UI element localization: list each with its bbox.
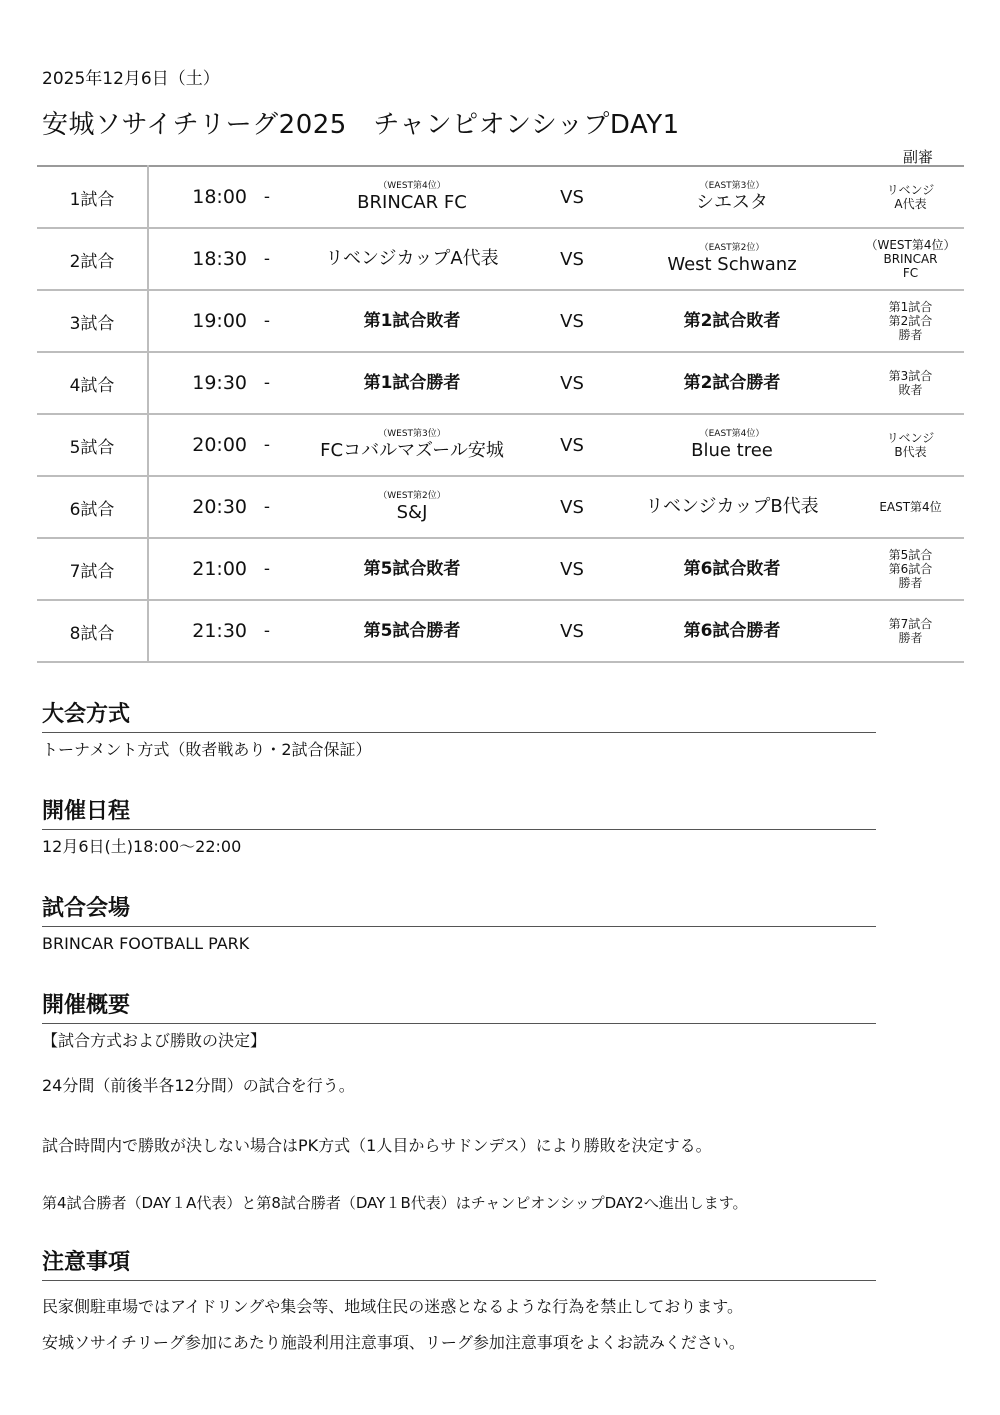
time-dash: - (247, 476, 287, 538)
away-team-cell (607, 538, 857, 600)
table-row (37, 476, 964, 538)
away-team-name: 第6試合勝者 (683, 621, 781, 641)
home-team-name: S&J (396, 501, 428, 523)
section-schedule (42, 797, 876, 858)
match-time: 20:30 (148, 476, 247, 538)
match-time: 18:30 (148, 228, 247, 290)
referee-line: 勝者 (898, 328, 923, 342)
time-dash: - (247, 600, 287, 662)
match-time: 20:00 (148, 414, 247, 476)
referee-line: 第7試合 (888, 617, 933, 631)
away-team-name: 第2試合勝者 (683, 373, 781, 393)
time-dash: - (247, 538, 287, 600)
away-team-name: 第6試合敗者 (683, 559, 781, 579)
home-team-name: 第1試合勝者 (363, 373, 461, 393)
section-heading: 大会方式 (42, 702, 131, 727)
time-dash: - (247, 166, 287, 228)
home-team-name: BRINCAR FC (357, 191, 467, 213)
referee-column-header: 副審 (902, 148, 933, 166)
referee-line: 勝者 (898, 631, 923, 645)
home-team-seed: （WEST第4位） (378, 180, 446, 191)
away-team-cell (607, 600, 857, 662)
overview-line-duration: 24分間（前後半各12分間）の試合を行う。 (42, 1076, 355, 1095)
overview-subheading: 【試合方式および勝敗の決定】 (42, 1031, 267, 1050)
assistant-referee (857, 476, 964, 538)
away-team-cell (607, 476, 857, 538)
section-text: BRINCAR FOOTBALL PARK (42, 934, 250, 953)
match-time: 21:30 (148, 600, 247, 662)
match-time: 18:00 (148, 166, 247, 228)
referee-line: BRINCAR (883, 252, 938, 266)
match-number: 7試合 (37, 538, 148, 600)
section-heading: 試合会場 (42, 896, 131, 921)
section-heading: 注意事項 (42, 1250, 131, 1275)
match-number: 5試合 (37, 414, 148, 476)
divider (42, 1023, 876, 1024)
match-number: 6試合 (37, 476, 148, 538)
match-number: 1試合 (37, 166, 148, 228)
vs-label: VS (537, 414, 607, 476)
home-team-cell (287, 228, 537, 290)
referee-line: 第2試合 (888, 314, 933, 328)
match-number: 3試合 (37, 290, 148, 352)
match-schedule-table (37, 165, 964, 663)
home-team-cell (287, 476, 537, 538)
vs-label: VS (537, 228, 607, 290)
referee-line: EAST第4位 (879, 500, 942, 514)
home-team-name: 第1試合敗者 (363, 311, 461, 331)
match-time: 19:30 (148, 352, 247, 414)
away-team-name: 第2試合敗者 (683, 311, 781, 331)
away-team-name: West Schwanz (667, 253, 797, 275)
match-number: 4試合 (37, 352, 148, 414)
home-team-name: 第5試合勝者 (363, 621, 461, 641)
away-team-cell (607, 414, 857, 476)
home-team-cell (287, 414, 537, 476)
page-title: 安城ソサイチリーグ2025 チャンピオンシップDAY1 (42, 110, 680, 140)
section-text: トーナメント方式（敗者戦あり・2試合保証） (42, 740, 372, 759)
referee-line: 第3試合 (888, 369, 933, 383)
referee-line: リベンジ (886, 183, 935, 197)
assistant-referee (857, 414, 964, 476)
home-team-cell (287, 352, 537, 414)
away-team-name: Blue tree (691, 439, 773, 461)
section-format (42, 700, 876, 761)
vs-label: VS (537, 166, 607, 228)
section-text: 12月6日(土)18:00～22:00 (42, 837, 242, 856)
referee-line: リベンジ (886, 431, 935, 445)
table-row (37, 538, 964, 600)
home-team-cell (287, 538, 537, 600)
vs-label: VS (537, 538, 607, 600)
vs-label: VS (537, 476, 607, 538)
match-number: 8試合 (37, 600, 148, 662)
home-team-cell (287, 290, 537, 352)
referee-line: 勝者 (898, 576, 923, 590)
section-venue (42, 894, 876, 955)
referee-line: A代表 (894, 197, 927, 211)
event-date: 2025年12月6日（土） (42, 69, 220, 89)
overview-line-pk: 試合時間内で勝敗が決しない場合はPK方式（1人目からサドンデス）により勝敗を決定する。 (42, 1136, 712, 1155)
notes-line-parking: 民家側駐車場ではアイドリングや集会等、地域住民の迷惑となるような行為を禁止しております。 (42, 1297, 743, 1316)
divider (42, 926, 876, 927)
home-team-seed: （WEST第2位） (378, 490, 446, 501)
home-team-cell (287, 166, 537, 228)
referee-line: FC (902, 266, 919, 280)
time-dash: - (247, 290, 287, 352)
divider (42, 732, 876, 733)
vs-label: VS (537, 352, 607, 414)
vs-label: VS (537, 290, 607, 352)
table-row (37, 228, 964, 290)
time-dash: - (247, 414, 287, 476)
assistant-referee (857, 600, 964, 662)
section-notes (42, 1248, 876, 1281)
home-team-name: リベンジカップA代表 (325, 248, 499, 269)
assistant-referee (857, 538, 964, 600)
time-dash: - (247, 352, 287, 414)
away-team-seed: （EAST第3位） (699, 180, 765, 191)
table-row (37, 352, 964, 414)
away-team-cell (607, 290, 857, 352)
table-row (37, 166, 964, 228)
notes-line-rules: 安城ソサイチリーグ参加にあたり施設利用注意事項、リーグ参加注意事項をよくお読みください。 (42, 1333, 745, 1352)
away-team-cell (607, 352, 857, 414)
match-time: 19:00 (148, 290, 247, 352)
overview-line-advance: 第4試合勝者（DAY１A代表）と第8試合勝者（DAY１B代表）はチャンピオンシップDAY2へ進出します。 (42, 1194, 748, 1212)
section-heading: 開催日程 (42, 799, 131, 824)
section-overview (42, 991, 876, 1052)
table-row (37, 414, 964, 476)
assistant-referee (857, 166, 964, 228)
away-team-cell (607, 166, 857, 228)
away-team-seed: （EAST第4位） (699, 428, 765, 439)
away-team-seed: （EAST第2位） (699, 242, 765, 253)
section-heading: 開催概要 (42, 993, 131, 1018)
vs-label: VS (537, 600, 607, 662)
away-team-name: リベンジカップB代表 (645, 496, 819, 517)
home-team-name: FCコバルマズール安城 (320, 439, 504, 461)
divider (42, 1280, 876, 1281)
divider (42, 829, 876, 830)
table-row (37, 290, 964, 352)
assistant-referee (857, 228, 964, 290)
away-team-cell (607, 228, 857, 290)
match-number: 2試合 (37, 228, 148, 290)
assistant-referee (857, 352, 964, 414)
home-team-cell (287, 600, 537, 662)
referee-line: 第5試合 (888, 548, 933, 562)
referee-line: （WEST第4位） (865, 238, 956, 252)
referee-line: 第1試合 (888, 300, 933, 314)
home-team-seed: （WEST第3位） (378, 428, 446, 439)
away-team-name: シエスタ (696, 191, 768, 213)
referee-line: B代表 (894, 445, 927, 459)
referee-line: 第6試合 (888, 562, 933, 576)
assistant-referee (857, 290, 964, 352)
home-team-name: 第5試合敗者 (363, 559, 461, 579)
table-row (37, 600, 964, 662)
match-time: 21:00 (148, 538, 247, 600)
referee-line: 敗者 (898, 383, 923, 397)
time-dash: - (247, 228, 287, 290)
